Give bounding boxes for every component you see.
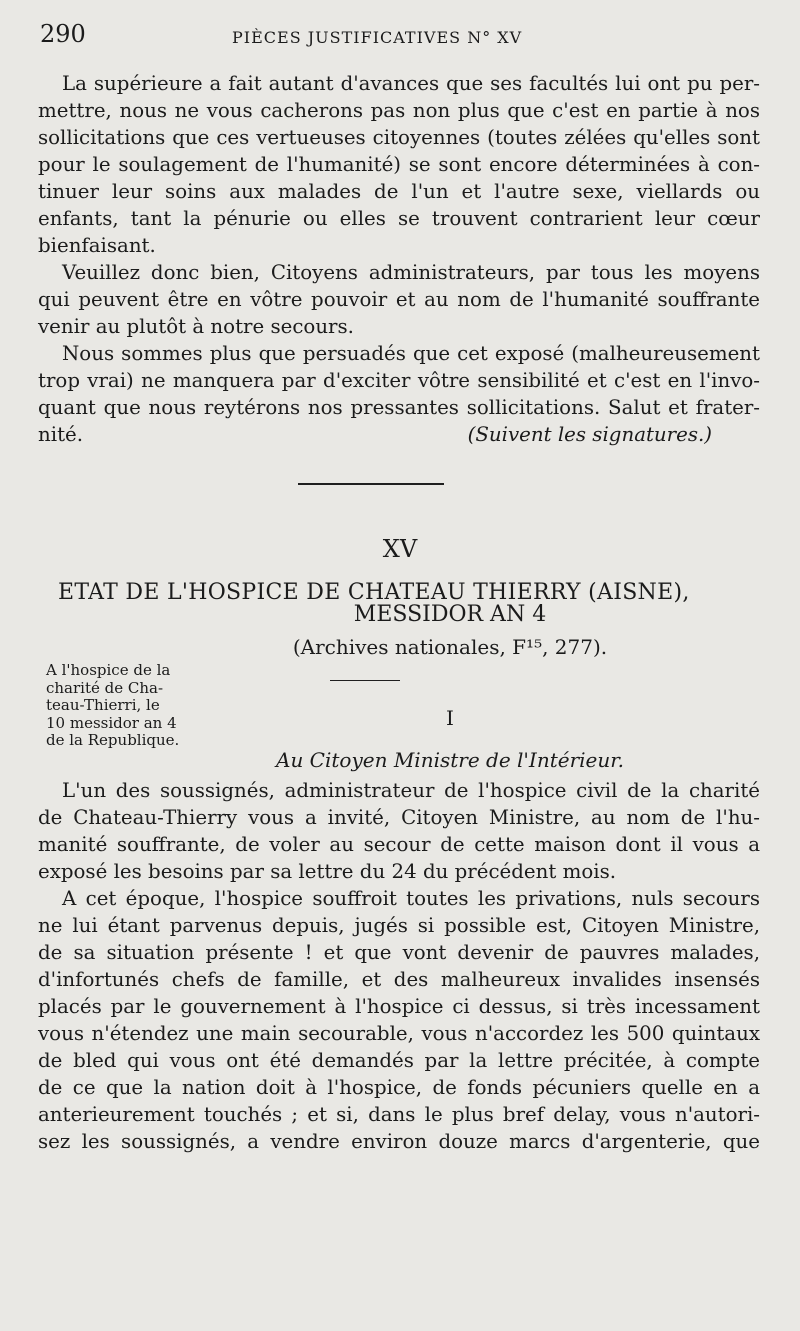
section-divider	[298, 483, 444, 485]
text-line: de bled qui vous ont été demandés par la lettre précitée, à compte	[38, 1049, 760, 1072]
text-line: tinuer leur soins aux malades de l'un et l'autre sexe, viellards ou	[38, 180, 760, 203]
text-line: La supérieure a fait autant d'avances que ses facultés lui ont pu per-	[62, 72, 760, 95]
text-line: sollicitations que ces vertueuses citoyennes (toutes zélées qu'elles sont	[38, 126, 760, 149]
text-line: exposé les besoins par sa lettre du 24 du précédent mois.	[38, 860, 617, 883]
section-number: XV	[382, 535, 418, 563]
text-line: mettre, nous ne vous cacherons pas non plus que c'est en partie à nos	[38, 99, 760, 122]
running-title: PIÈCES JUSTIFICATIVES N° XV	[232, 28, 523, 47]
text-line: vous n'étendez une main secourable, vous n'accordez les 500 quintaux	[38, 1022, 760, 1045]
paragraph-persuades	[38, 340, 760, 448]
paragraph-superieure	[38, 70, 760, 259]
text-line: qui peuvent être en vôtre pouvoir et au nom de l'humanité souffrante	[38, 288, 760, 311]
text-line: sez les soussignés, a vendre environ douze marcs d'argenterie, que	[38, 1130, 760, 1153]
text-line: pour le soulagement de l'humanité) se sont encore déterminées à con-	[38, 153, 760, 176]
margin-note-line: de la Republique.	[46, 731, 180, 749]
text-line: Veuillez donc bien, Citoyens administrateurs, par tous les moyens	[62, 261, 760, 284]
margin-note-line: 10 messidor an 4	[46, 713, 177, 732]
text-line: L'un des soussignés, administrateur de l'hospice civil de la charité	[62, 779, 760, 802]
text-line: quant que nous reytérons nos pressantes sollicitations. Salut et frater-	[38, 396, 760, 419]
margin-note-line: teau-Thierri, le	[46, 696, 160, 714]
archive-reference: (Archives nationales, F¹⁵, 277).	[292, 635, 608, 659]
text-line: de Chateau-Thierry vous a invité, Citoyen Ministre, au nom de l'hu-	[38, 806, 760, 829]
text-line: Nous sommes plus que persuadés que cet exposé (malheureusement	[62, 342, 760, 365]
signatures-note: (Suivent les signatures.)	[467, 423, 712, 446]
section-title-line1: ETAT DE L'HOSPICE DE CHATEAU THIERRY (AISNE),	[58, 580, 690, 605]
paragraph-veuillez	[38, 259, 760, 340]
closing-line	[38, 421, 760, 448]
page-number: 290	[40, 20, 86, 48]
subsection-number: I	[446, 706, 454, 730]
text-line: anterieurement touchés ; et si, dans le plus bref delay, vous n'autori-	[38, 1103, 760, 1126]
letter-address: Au Citoyen Ministre de l'Intérieur.	[276, 748, 624, 772]
text-line: bienfaisant.	[38, 234, 156, 257]
text-line: trop vrai) ne manquera par d'exciter vôtre sensibilité et c'est en l'invo-	[38, 369, 760, 392]
short-divider	[330, 680, 400, 681]
text-line: placés par le gouvernement à l'hospice ci dessus, si très incessament	[38, 995, 760, 1018]
text-line: venir au plutôt à notre secours.	[38, 315, 354, 338]
text-line: de sa situation présente ! et que vont devenir de pauvres malades,	[38, 941, 760, 964]
text-line: de ce que la nation doit à l'hospice, de fonds pécuniers quelle en a	[38, 1076, 760, 1099]
section-title-line2: MESSIDOR AN 4	[353, 602, 547, 627]
margin-note-line: charité de Cha-	[46, 678, 164, 697]
paragraph-soussignes	[38, 777, 760, 885]
text-line: d'infortunés chefs de famille, et des malheureux invalides insensés	[38, 968, 760, 991]
text-line: enfants, tant la pénurie ou elles se trouvent contrarient leur cœur	[38, 207, 760, 230]
paragraph-epoque	[38, 885, 760, 1155]
text-line: ne lui étant parvenus depuis, jugés si possible est, Citoyen Ministre,	[38, 914, 760, 937]
closing-word: nité.	[38, 423, 84, 446]
margin-note-line: A l'hospice de la	[46, 661, 171, 679]
text-line: A cet époque, l'hospice souffroit toutes les privations, nuls secours	[62, 887, 760, 910]
text-line: manité souffrante, de voler au secour de cette maison dont il vous a	[38, 833, 760, 856]
